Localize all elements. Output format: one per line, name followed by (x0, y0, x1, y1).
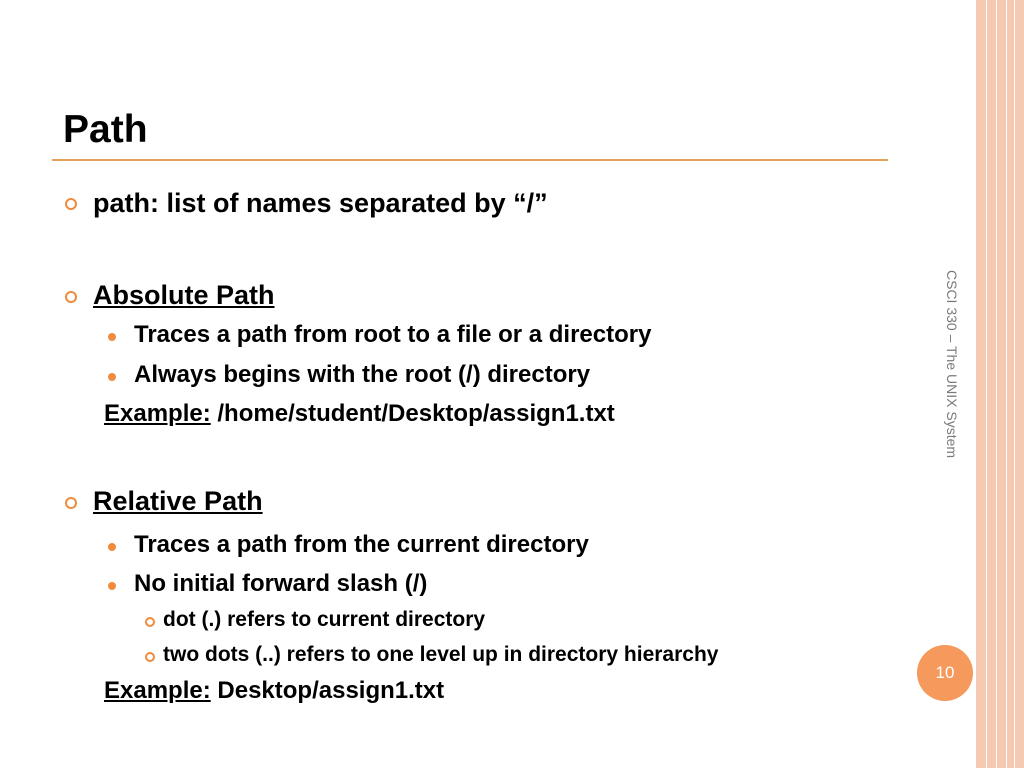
decorative-stripes (976, 0, 1024, 768)
dot-bullet-icon (108, 543, 116, 551)
slide-title: Path (63, 108, 148, 151)
stripe-divider (986, 0, 987, 768)
example-value: /home/student/Desktop/assign1.txt (210, 400, 615, 427)
course-side-label: CSCI 330 – The UNIX System (944, 270, 960, 459)
absolute-example (104, 399, 615, 429)
dot-bullet-icon (108, 582, 116, 590)
relative-subitem-2: two dots (..) refers to one level up in directory hierarchy (163, 643, 719, 666)
stripe-divider (1014, 0, 1015, 768)
ring-bullet-icon (65, 497, 77, 509)
relative-item-2: No initial forward slash (/) (134, 570, 428, 597)
title-underline-rule (52, 159, 888, 161)
stripe-divider (996, 0, 997, 768)
stripe-divider (1006, 0, 1007, 768)
heading-absolute-path: Absolute Path (93, 280, 275, 310)
heading-relative-path: Relative Path (93, 486, 263, 516)
relative-item-1: Traces a path from the current directory (134, 531, 589, 558)
relative-subitem-1: dot (.) refers to current directory (163, 608, 486, 631)
small-ring-bullet-icon (145, 652, 155, 662)
absolute-item-1: Traces a path from root to a file or a directory (134, 321, 652, 348)
example-value: Desktop/assign1.txt (210, 677, 445, 704)
dot-bullet-icon (108, 333, 116, 341)
absolute-item-2: Always begins with the root (/) directory (134, 361, 591, 388)
relative-example (104, 676, 444, 706)
ring-bullet-icon (65, 291, 77, 303)
page-number-badge: 10 (917, 645, 973, 701)
example-label: Example: (104, 400, 211, 427)
ring-bullet-icon (65, 198, 77, 210)
bullet-path-definition: path: list of names separated by “/” (93, 188, 548, 218)
dot-bullet-icon (108, 373, 116, 381)
small-ring-bullet-icon (145, 617, 155, 627)
example-label: Example: (104, 677, 211, 704)
